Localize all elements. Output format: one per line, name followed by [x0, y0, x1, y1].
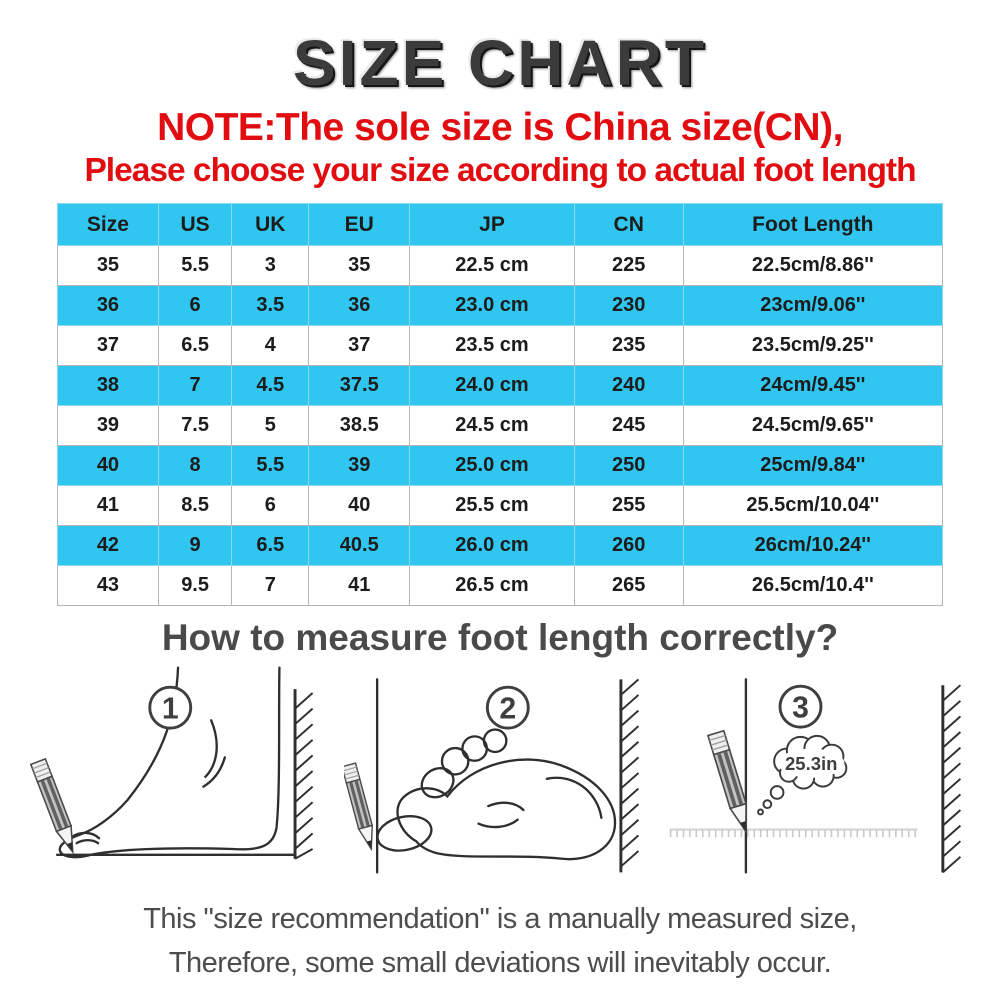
- step-3-number: 3: [792, 691, 809, 725]
- table-cell: 41: [58, 486, 159, 526]
- table-cell: 40: [58, 446, 159, 486]
- table-cell: 24cm/9.45'': [683, 366, 942, 406]
- pencil-icon: [344, 763, 378, 851]
- table-cell: 23.5cm/9.25'': [683, 326, 942, 366]
- crease-line: [488, 803, 523, 810]
- table-cell: 39: [309, 446, 410, 486]
- table-cell: 7: [158, 366, 231, 406]
- toe-line: [73, 833, 99, 838]
- header-row: [58, 204, 943, 246]
- column-header: US: [158, 204, 231, 246]
- column-header: CN: [574, 204, 683, 246]
- table-cell: 8: [158, 446, 231, 486]
- table-cell: 40.5: [309, 526, 410, 566]
- table-cell: 225: [574, 246, 683, 286]
- table-row: [58, 366, 943, 406]
- ruler-illustration: [664, 661, 976, 881]
- measure-heading: How to measure foot length correctly?: [161, 617, 839, 658]
- table-cell: 24.5 cm: [410, 406, 575, 446]
- table-cell: 7: [232, 566, 309, 606]
- table-cell: 39: [58, 406, 159, 446]
- table-cell: 25.5 cm: [410, 486, 575, 526]
- table-cell: 23.0 cm: [410, 286, 575, 326]
- table-cell: 25.0 cm: [410, 446, 575, 486]
- table-row: [58, 406, 943, 446]
- table-cell: 260: [574, 526, 683, 566]
- table-cell: 250: [574, 446, 683, 486]
- table-cell: 26cm/10.24'': [683, 526, 942, 566]
- table-row: [58, 486, 943, 526]
- table-cell: 7.5: [158, 406, 231, 446]
- table-cell: 6.5: [232, 526, 309, 566]
- column-header: JP: [410, 204, 575, 246]
- table-cell: 35: [309, 246, 410, 286]
- note-line-2: Please choose your size according to actual foot length: [84, 152, 916, 189]
- table-cell: 23.5 cm: [410, 326, 575, 366]
- table-cell: 22.5cm/8.86'': [683, 246, 942, 286]
- measure-illustrations: [0, 661, 1000, 883]
- table-cell: 37.5: [309, 366, 410, 406]
- table-cell: 230: [574, 286, 683, 326]
- table-cell: 3.5: [232, 286, 309, 326]
- ruler: [670, 830, 918, 834]
- table-cell: 6: [232, 486, 309, 526]
- disclaimer: [0, 898, 1000, 985]
- wall-hatch: [943, 685, 961, 872]
- table-cell: 25cm/9.84'': [683, 446, 942, 486]
- step-1-number: 1: [161, 692, 179, 726]
- table-cell: 26.5 cm: [410, 566, 575, 606]
- ankle-line: [205, 720, 216, 777]
- column-header: Foot Length: [683, 204, 942, 246]
- table-cell: 8.5: [158, 486, 231, 526]
- pencil-icon: [31, 759, 80, 855]
- column-header: Size: [58, 204, 159, 246]
- table-row: [58, 526, 943, 566]
- table-row: [58, 286, 943, 326]
- table-cell: 245: [574, 406, 683, 446]
- table-cell: 240: [574, 366, 683, 406]
- table-cell: 22.5 cm: [410, 246, 575, 286]
- table-cell: 9: [158, 526, 231, 566]
- bubble-measurement: 25.3in: [784, 753, 838, 775]
- table-cell: 4.5: [232, 366, 309, 406]
- table-cell: 43: [58, 566, 159, 606]
- note-line-1: NOTE:The sole size is China size(CN),: [157, 106, 843, 149]
- table-cell: 26.5cm/10.4'': [683, 566, 942, 606]
- column-header: EU: [309, 204, 410, 246]
- table-cell: 3: [232, 246, 309, 286]
- table-cell: 24.0 cm: [410, 366, 575, 406]
- page-title: SIZE CHART: [293, 27, 707, 99]
- size-table: [57, 203, 943, 606]
- table-cell: 37: [58, 326, 159, 366]
- table-cell: 24.5cm/9.65'': [683, 406, 942, 446]
- table-cell: 26.0 cm: [410, 526, 575, 566]
- table-cell: 36: [309, 286, 410, 326]
- table-cell: 4: [232, 326, 309, 366]
- table-cell: 9.5: [158, 566, 231, 606]
- table-cell: 25.5cm/10.04'': [683, 486, 942, 526]
- table-cell: 265: [574, 566, 683, 606]
- table-cell: 38: [58, 366, 159, 406]
- toe-line-2: [77, 840, 98, 843]
- table-row: [58, 246, 943, 286]
- table-cell: 42: [58, 526, 159, 566]
- step-2-number: 2: [499, 692, 517, 726]
- table-cell: 37: [309, 326, 410, 366]
- table-cell: 35: [58, 246, 159, 286]
- foot-side-illustration: [24, 661, 336, 881]
- table-cell: 36: [58, 286, 159, 326]
- crease-line-2: [479, 820, 518, 827]
- disclaimer-line-2: Therefore, some small deviations will inevitably occur.: [168, 946, 832, 979]
- wall-hatch: [621, 679, 639, 872]
- table-cell: 5: [232, 406, 309, 446]
- sole-outline: [397, 760, 615, 860]
- table-cell: 6: [158, 286, 231, 326]
- table-row: [58, 326, 943, 366]
- table-cell: 41: [309, 566, 410, 606]
- foot-sole-illustration: [344, 661, 656, 881]
- table-cell: 255: [574, 486, 683, 526]
- table-cell: 5.5: [158, 246, 231, 286]
- disclaimer-line-1: This "size recommendation" is a manually measured size,: [143, 903, 857, 935]
- column-header: UK: [232, 204, 309, 246]
- table-row: [58, 566, 943, 606]
- table-cell: 235: [574, 326, 683, 366]
- table-cell: 23cm/9.06'': [683, 286, 942, 326]
- table-cell: 40: [309, 486, 410, 526]
- table-row: [58, 446, 943, 486]
- table-cell: 38.5: [309, 406, 410, 446]
- wall-hatch: [295, 689, 313, 859]
- thought-bubble: [758, 736, 846, 814]
- table-cell: 5.5: [232, 446, 309, 486]
- table-cell: 6.5: [158, 326, 231, 366]
